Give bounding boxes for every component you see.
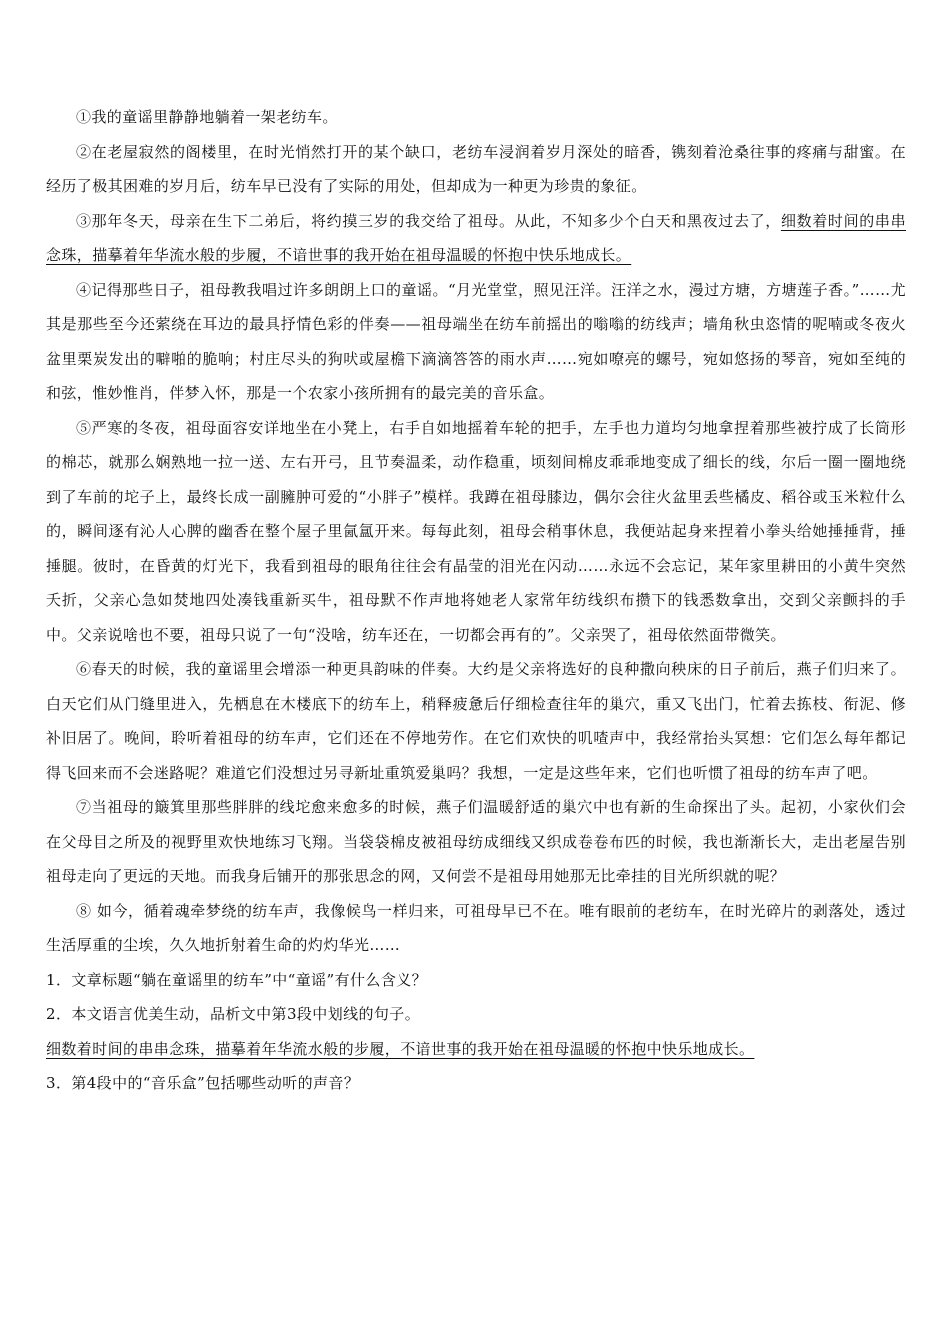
- document-page: [46, 100, 906, 1101]
- paragraph-7: ⑦当祖母的簸箕里那些胖胖的线坨愈来愈多的时候，燕子们温暖舒适的巢穴中也有新的生命探出了头。起初，小家伙们会在父母目之所及的视野里欢快地练习飞翔。当袋袋棉皮被祖母纺成细线又织成卷卷布匹的时候，我也渐渐长大，走出老屋告别祖母走向了更远的天地。而我身后铺开的那张思念的网，又何尝不是祖母用她那无比牵挂的目光所织就的呢？: [46, 798, 906, 885]
- question-2-quoted-sentence: 细数着时间的串串念珠，描摹着年华流水般的步履，不谙世事的我开始在祖母温暖的怀抱中快乐地成长。: [46, 1039, 755, 1058]
- question-2: 2．本文语言优美生动，品析文中第3段中划线的句子。: [46, 1005, 421, 1023]
- paragraph-2: ②在老屋寂然的阁楼里，在时光悄然打开的某个缺口，老纺车浸润着岁月深处的暗香，镌刻着沧桑往事的疼痛与甜蜜。在经历了极其困难的岁月后，纺车早已没有了实际的用处，但却成为一种更为珍贵的象征。: [46, 142, 906, 195]
- paragraph-3: ③那年冬天，母亲在生下二弟后，将约摸三岁的我交给了祖母。从此，不知多少个白天和黑夜过去了，细数着时间的串串念珠，描摹着年华流水般的步履，不谙世事的我开始在祖母温暖的怀抱中快乐地成长。: [46, 211, 906, 264]
- paragraph-4: ④记得那些日子，祖母教我唱过许多朗朗上口的童谣。“月光堂堂，照见汪洋。汪洋之水，漫过方塘，方塘莲子香。”……尤其是那些至今还萦绕在耳边的最具抒情色彩的伴奏——祖母端坐在纺车前摇出的嗡嗡的纺线声；墙角秋虫恣情的呢喃或冬夜火盆里栗炭发出的噼啪的脆响；村庄尽头的狗吠或屋檐下滴滴答答的雨水声……宛如嘹亮的螺号，宛如悠扬的琴音，宛如至纯的和弦，惟妙惟肖，伴梦入怀，那是一个农家小孩所拥有的最完美的音乐盒。: [46, 280, 906, 402]
- paragraph-6: ⑥春天的时候，我的童谣里会增添一种更具韵味的伴奏。大约是父亲将选好的良种撒向秧床的日子前后，燕子们归来了。白天它们从门缝里进入，先栖息在木楼底下的纺车上，稍释疲惫后仔细检查往年的巢穴，重又飞出门，忙着去拣枝、衔泥、修补旧居了。晚间，聆听着祖母的纺车声，它们还在不停地劳作。在它们欢快的叽喳声中，我经常抬头冥想：它们怎么每年都记得飞回来而不会迷路呢？难道它们没想过另寻新址重筑爱巢吗？我想，一定是这些年来，它们也听惯了祖母的纺车声了吧。: [46, 660, 906, 782]
- paragraph-5: ⑤严寒的冬夜，祖母面容安详地坐在小凳上，右手自如地摇着车轮的把手，左手也力道均匀地拿捏着那些被拧成了长筒形的棉芯，就那么娴熟地一拉一送、左右开弓，且节奏温柔，动作稳重，顷刻间棉皮乖乖地变成了细长的线，尔后一圈一圈地绕到了车前的坨子上，最终长成一副臃肿可爱的“小胖子”模样。我蹲在祖母膝边，偶尔会往火盆里丢些橘皮、稻谷或玉米粒什么的，瞬间逐有沁人心脾的幽香在整个屋子里氤氲开来。每每此刻，祖母会稍事休息，我便站起身来捏着小拳头给她捶捶背，捶捶腿。彼时，在昏黄的灯光下，我看到祖母的眼角往往会有晶莹的泪光在闪动……永远不会忘记，某年家里耕田的小黄牛突然夭折，父亲心急如焚地四处凑钱重新买牛，祖母默不作声地将她老人家常年纺线织布攒下的钱悉数拿出，交到父亲颤抖的手中。父亲说啥也不要，祖母只说了一句“没啥，纺车还在，一切都会再有的”。父亲哭了，祖母依然面带微笑。: [46, 418, 906, 644]
- question-3: 3．第4段中的“音乐盒”包括哪些动听的声音？: [46, 1074, 360, 1092]
- question-1: 1．文章标题“躺在童谣里的纺车”中“童谣”有什么含义？: [46, 970, 428, 989]
- underlined-sentence: 细数着时间的串串念珠，描摹着年华流水般的步履，不谙世事的我开始在祖母温暖的怀抱中快乐地成长。: [46, 211, 906, 264]
- paragraph-1: ①我的童谣里静静地躺着一架老纺车。: [76, 108, 338, 126]
- paragraph-8: ⑧ 如今，循着魂牵梦绕的纺车声，我像候鸟一样归来，可祖母早已不在。唯有眼前的老纺车，在时光碎片的剥落处，透过生活厚重的尘埃，久久地折射着生命的灼灼华光……: [46, 901, 906, 954]
